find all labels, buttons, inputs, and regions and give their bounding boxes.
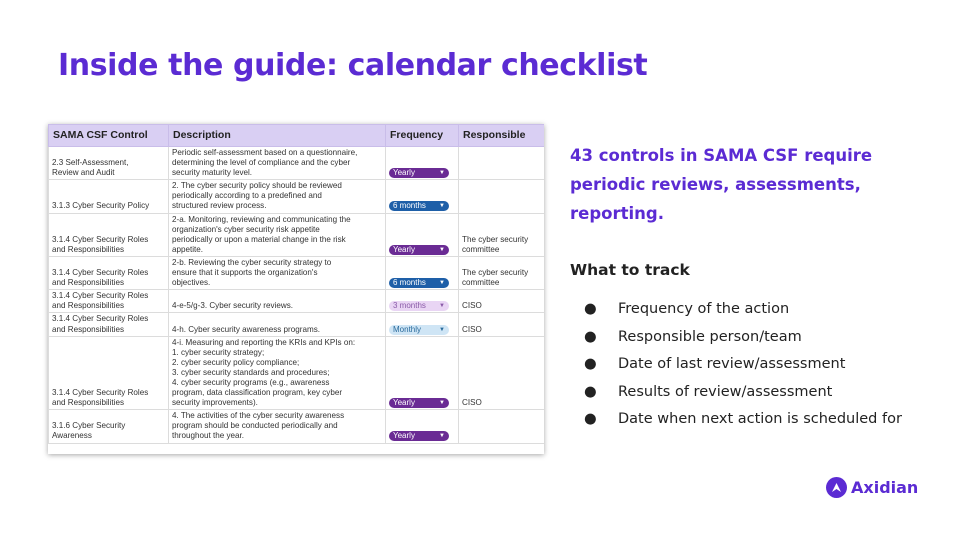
controls-count-highlight: 43 controls in SAMA CSF require periodic reviews, assessments, reporting. <box>570 146 873 223</box>
dropdown-arrow-icon: ▼ <box>439 303 445 310</box>
frequency-cell <box>386 290 459 313</box>
bullet-icon: ● <box>584 411 597 427</box>
responsible-cell <box>459 180 545 213</box>
responsible-cell <box>459 410 545 443</box>
table-row <box>49 290 545 313</box>
control-cell: 3.1.4 Cyber Security Roles and Responsibilities <box>49 256 169 289</box>
frequency-value: Yearly <box>393 168 415 178</box>
frequency-value: Yearly <box>393 244 415 254</box>
axidian-logo-icon <box>826 477 847 498</box>
list-item <box>584 408 904 430</box>
frequency-value: 3 months <box>393 301 426 311</box>
description-cell: 4-e-5/g-3. Cyber security reviews. <box>169 290 386 313</box>
header-frequency: Frequency <box>386 125 459 147</box>
frequency-value: 6 months <box>393 278 426 288</box>
control-cell: 3.1.4 Cyber Security Roles and Responsibilities <box>49 213 169 256</box>
frequency-value: 6 months <box>393 201 426 211</box>
dropdown-arrow-icon: ▼ <box>439 326 445 333</box>
list-item <box>584 326 904 348</box>
frequency-dropdown[interactable] <box>389 431 449 441</box>
frequency-value: Yearly <box>393 431 415 441</box>
control-cell: 3.1.4 Cyber Security Roles and Responsibilities <box>49 290 169 313</box>
description-cell: 2-b. Reviewing the cyber security strategy to ensure that it supports the organization's objectives. <box>169 256 386 289</box>
table-row <box>49 256 545 289</box>
bullet-icon: ● <box>584 383 597 400</box>
dropdown-arrow-icon: ▼ <box>439 203 445 210</box>
responsible-cell: CISO <box>459 290 545 313</box>
frequency-value: Yearly <box>393 398 415 408</box>
description-cell: 2. The cyber security policy should be reviewed periodically according to a predefined and structured review process. <box>169 180 386 213</box>
list-item-text: Frequency of the action <box>618 301 790 317</box>
bullet-icon: ● <box>584 301 597 317</box>
dropdown-arrow-icon: ▼ <box>439 170 445 177</box>
control-cell: 3.1.6 Cyber Security Awareness <box>49 410 169 443</box>
dropdown-arrow-icon: ▼ <box>439 246 445 253</box>
frequency-dropdown[interactable] <box>389 245 449 255</box>
list-item-text: Responsible person/team <box>618 328 802 345</box>
list-item-text: Date when next action is scheduled for <box>618 411 902 427</box>
control-cell: 3.1.4 Cyber Security Roles and Responsibilities <box>49 336 169 410</box>
dropdown-arrow-icon: ▼ <box>439 433 445 440</box>
header-responsible: Responsible <box>459 125 545 147</box>
frequency-cell <box>386 147 459 180</box>
header-control: SAMA CSF Control <box>49 125 169 147</box>
what-to-track-heading: What to track <box>570 261 690 279</box>
table-row <box>49 213 545 256</box>
control-cell: 3.1.4 Cyber Security Roles and Responsibilities <box>49 313 169 336</box>
frequency-dropdown[interactable] <box>389 398 449 408</box>
checklist-grid <box>48 124 544 444</box>
control-cell: 3.1.3 Cyber Security Policy <box>49 180 169 213</box>
frequency-value: Monthly <box>393 324 422 334</box>
responsible-cell: CISO <box>459 336 545 410</box>
list-item <box>584 353 904 375</box>
responsible-cell: The cyber security committee <box>459 256 545 289</box>
table-row <box>49 336 545 410</box>
description-cell: 4. The activities of the cyber security awareness program should be conducted periodically and throughout the year. <box>169 410 386 443</box>
axidian-logo <box>826 477 918 498</box>
control-cell: 2.3 Self-Assessment, Review and Audit <box>49 147 169 180</box>
table-row <box>49 410 545 443</box>
frequency-dropdown[interactable] <box>389 168 449 178</box>
dropdown-arrow-icon: ▼ <box>439 400 445 407</box>
slide-title: Inside the guide: calendar checklist <box>58 48 648 83</box>
frequency-dropdown[interactable] <box>389 325 449 335</box>
responsible-cell: CISO <box>459 313 545 336</box>
dropdown-arrow-icon: ▼ <box>439 280 445 287</box>
table-header-row <box>49 125 545 147</box>
logo-text: Axidian <box>851 478 919 497</box>
description-cell: 2-a. Monitoring, reviewing and communicating the organization's cyber security risk appetite periodically or upon a material change in the risk appetite. <box>169 213 386 256</box>
frequency-dropdown[interactable] <box>389 278 449 288</box>
table-row <box>49 313 545 336</box>
frequency-cell <box>386 256 459 289</box>
description-cell: 4-h. Cyber security awareness programs. <box>169 313 386 336</box>
list-item <box>584 298 904 320</box>
table-row <box>49 147 545 180</box>
description-cell: Periodic self-assessment based on a questionnaire, determining the level of compliance and the cyber security maturity level. <box>169 147 386 180</box>
calendar-checklist-table <box>48 124 544 454</box>
frequency-cell <box>386 180 459 213</box>
list-item-text: Date of last review/assessment <box>618 356 846 372</box>
frequency-dropdown[interactable] <box>389 201 449 211</box>
frequency-cell <box>386 410 459 443</box>
frequency-cell <box>386 336 459 410</box>
frequency-cell <box>386 313 459 336</box>
bullet-icon: ● <box>584 356 597 372</box>
frequency-dropdown[interactable] <box>389 301 449 311</box>
bullet-icon: ● <box>584 328 597 345</box>
list-item-text: Results of review/assessment <box>618 383 833 400</box>
frequency-cell <box>386 213 459 256</box>
description-cell: 4-i. Measuring and reporting the KRIs and KPIs on: 1. cyber security strategy; 2. cyber security policy compliance; 3. cyber security standards and procedures; 4. cyber security programs (e.g., awareness program, data classification program, key cyber security improvements). <box>169 336 386 410</box>
list-item <box>584 381 904 403</box>
responsible-cell <box>459 147 545 180</box>
what-to-track-list <box>584 298 904 436</box>
table-row <box>49 180 545 213</box>
responsible-cell: The cyber security committee <box>459 213 545 256</box>
header-description: Description <box>169 125 386 147</box>
